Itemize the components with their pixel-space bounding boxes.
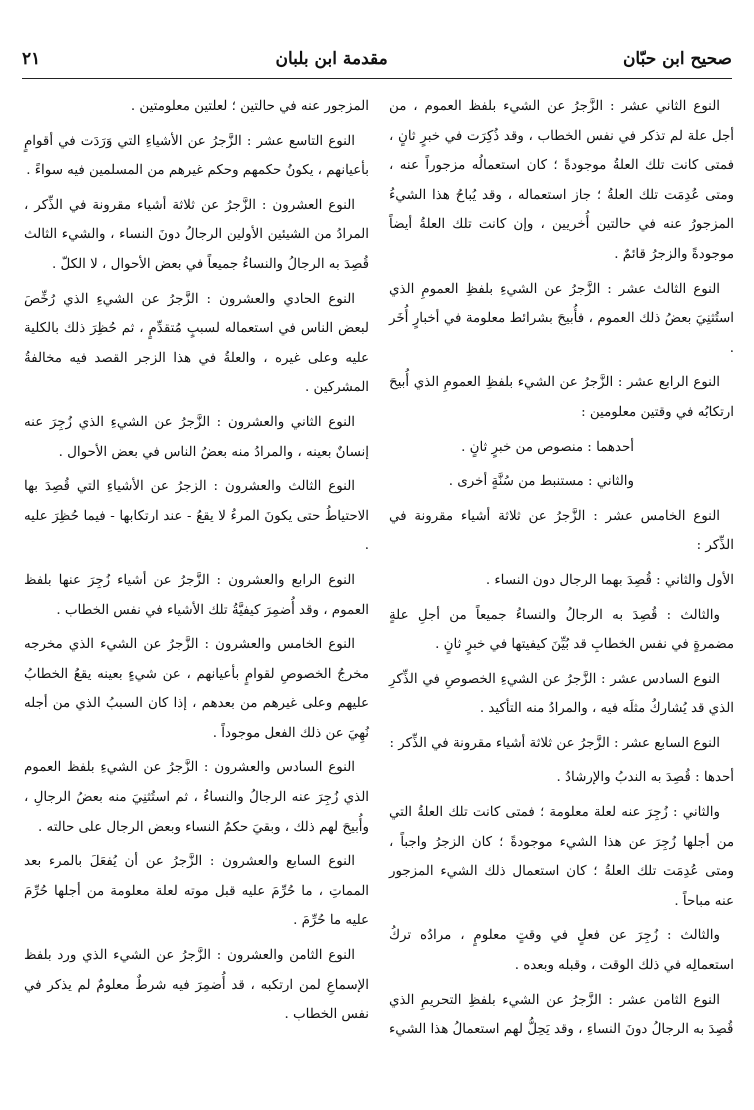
paragraph: والثاني : زُجِرَ عنه لعلة معلومة ؛ فمتى كانت تلك العلةُ التي من أجلها زُجِرَ عن هذا الشيء موجودةً ؛ كان الزجرُ واجباً ، ومتى عُدِمَت تلك العلةُ ؛ كان استعمال ذلك الشيء المزجور عنه مباحاً . bbox=[389, 805, 734, 909]
header-rule bbox=[22, 78, 732, 79]
paragraph: النوع الخامس والعشرون : الزَّجرُ عن الشيء الذي مخرجه مخرجُ الخصوصِ لقوامٍ بأعيانهم ، عن شيءٍ بعينه يقعُ الخطابُ عليهم وعلى غيرهم من بعدهم ، إذا كان السببُ الذي من أجله نُهِيَ عن ذلك الفعل موجوداً . bbox=[24, 637, 369, 741]
paragraph: أحدها : قُصِدَ به الندبُ والإرشادُ . bbox=[556, 770, 734, 786]
paragraph: المزجور عنه في حالتين ؛ لعلتين معلومتين . bbox=[130, 99, 369, 114]
book-title: صحيح ابن حبّان bbox=[622, 49, 732, 69]
right-column bbox=[389, 92, 734, 1090]
paragraph: النوع التاسع عشر : الزَّجرُ عن الأشياءِ التي وَرَدَت في أقوامٍ بأعيانهم ، يكونُ حكمهم وحكم غيرهم من المسلمين فيه سواءً . bbox=[24, 133, 369, 179]
paragraph: النوع الثامن عشر : الزَّجرُ عن الشيء بلفظِ التحريمِ الذي قُصِدَ به الرجالُ دونَ النساءِ ، وقد يَحِلُّ لهم استعمالُ هذا الشيء bbox=[389, 992, 734, 1038]
paragraph: النوع الثالث عشر : الزَّجرُ عن الشيءِ بلفظِ العمومِ الذي استُثنِيَ بعضُ ذلك العموم ، فأُبيحَ بشرائط معلومة في أخبارٍ أُخَر . bbox=[389, 281, 734, 356]
paragraph: النوع الثالث والعشرون : الزجرُ عن الأشياءِ التي قُصِدَ بها الاحتياطُ حتى يكونَ المرءُ لا يقعُ - عند ارتكابها - فيما حُظِرَ عليه . bbox=[24, 479, 369, 554]
paragraph: النوع الحادي والعشرون : الزَّجرُ عن الشيءِ الذي رُخِّصَ لبعض الناس في استعماله لسببٍ مُتقدِّمٍ ، ثم حُظِرَ ذلك بالكلية عليه وعلى غيره ، والعلةُ في هذا الزجر القصد فيه مخالفةُ المشركين . bbox=[24, 291, 369, 396]
paragraph: النوع السابع عشر : الزَّجرُ عن ثلاثة أشياء مقرونة في الذِّكر : bbox=[389, 735, 720, 751]
paragraph: النوع الرابع عشر : الزَّجرُ عن الشيء بلفظِ العمومِ الذي أُبيحَ ارتكابُه في وقتين معلومين : bbox=[389, 375, 734, 420]
paragraph: النوع السادس عشر : الزَّجرُ عن الشيءِ الخصوصِ في الذِّكرِ الذي قد يُشاركُ مثلَه فيه ، والمرادُ منه التأكيد . bbox=[389, 671, 734, 717]
paragraph: النوع الثاني عشر : الزَّجرُ عن الشيء بلفظ العموم ، من أجل علة لم تذكر في نفس الخطاب ، وقد ذُكِرَت في خبرٍ ثانٍ ، فمتى كانت تلك العلةُ موجودةً ؛ كان استعمالُه مزجوراً عنه ، ومتى عُدِمَت تلك العلةُ ؛ جاز استعماله ، وقد يُباحُ هذا الشيءُ المزجورُ عنه في حالتين أُخريين ، وإن كانت تلك العلةُ أيضاً موجودةً والزجرُ قائمٌ . bbox=[389, 99, 734, 262]
paragraph: النوع الرابع والعشرون : الزَّجرُ عن أشياء زُجِرَ عنها بلفظ العموم ، وقد أُضمِرَ كيفيَّةُ تلك الأشياء في نفس الخطاب . bbox=[24, 572, 369, 618]
paragraph: الأول والثاني : قُصِدَ بهما الرجال دون النساء . bbox=[485, 572, 734, 588]
paragraph: النوع الثامن والعشرون : الزَّجرُ عن الشيء الذي ورد بلفظ الإسماعِ لمن ارتكبه ، قد أُضمِرَ فيه شرطٌ معلومٌ لم يذكر في نفس الخطاب . bbox=[24, 948, 369, 1023]
paragraph: والثالث : قُصِدَ به الرجالُ والنساءُ جميعاً من أجلِ علةٍ مضمرةٍ في نفس الخطابِ قد بُيِّنَ كيفيتها في خبرٍ ثانٍ . bbox=[389, 607, 734, 653]
paragraph: النوع العشرون : الزَّجرُ عن ثلاثة أشياء مقرونة في الذِّكر ، المرادُ من الشيئين الأولين الرجالُ دونَ النساء ، والشيء الثالث قُصِدَ به الرجالُ والنساءُ جميعاً في بعض الأحوال ، لا الكلّ . bbox=[24, 197, 369, 272]
section-title: مقدمة ابن بلبان bbox=[275, 49, 388, 69]
paragraph: النوع الثاني والعشرون : الزَّجرُ عن الشيءِ الذي زُجِرَ عنه إنسانٌ بعينه ، والمرادُ منه بعضُ الناس في بعض الأحوال . bbox=[24, 414, 369, 460]
paragraph: النوع الخامس عشر : الزَّجرُ عن ثلاثة أشياء مقرونة في الذِّكر : bbox=[389, 508, 734, 554]
left-column bbox=[24, 92, 369, 1090]
list-item: والثاني : مستنبط من سُنَّةٍ أخرى . bbox=[448, 474, 634, 490]
list-item: أحدهما : منصوص من خبرٍ ثانٍ . bbox=[461, 439, 634, 455]
paragraph: والثالث : زُجِرَ عن فعلٍ في وقتٍ معلومٍ ، مرادُه تركُ استعمالِه في ذلك الوقت ، وقبله وبعده . bbox=[389, 928, 734, 974]
page-number: ٢١ bbox=[22, 49, 41, 69]
page-header bbox=[22, 46, 732, 72]
paragraph: النوع السابع والعشرون : الزَّجرُ عن أن يُفعَلَ بالمرء بعد المماتِ ، ما حُرِّمَ عليه قبل موته لعلة معلومة من أجلها حُرِّمَ عليه ما حُرِّمَ . bbox=[24, 854, 369, 929]
paragraph: النوع السادس والعشرون : الزَّجرُ عن الشيءِ بلفظ العموم الذي زُجِرَ عنه الرجالُ والنساءُ ، ثم استُثنِيَ منه بعضُ الرجالِ ، وأُبيحَ لهم ذلك ، وبقيَ حكمُ النساء وبعض الرجال على حالته . bbox=[24, 760, 369, 835]
